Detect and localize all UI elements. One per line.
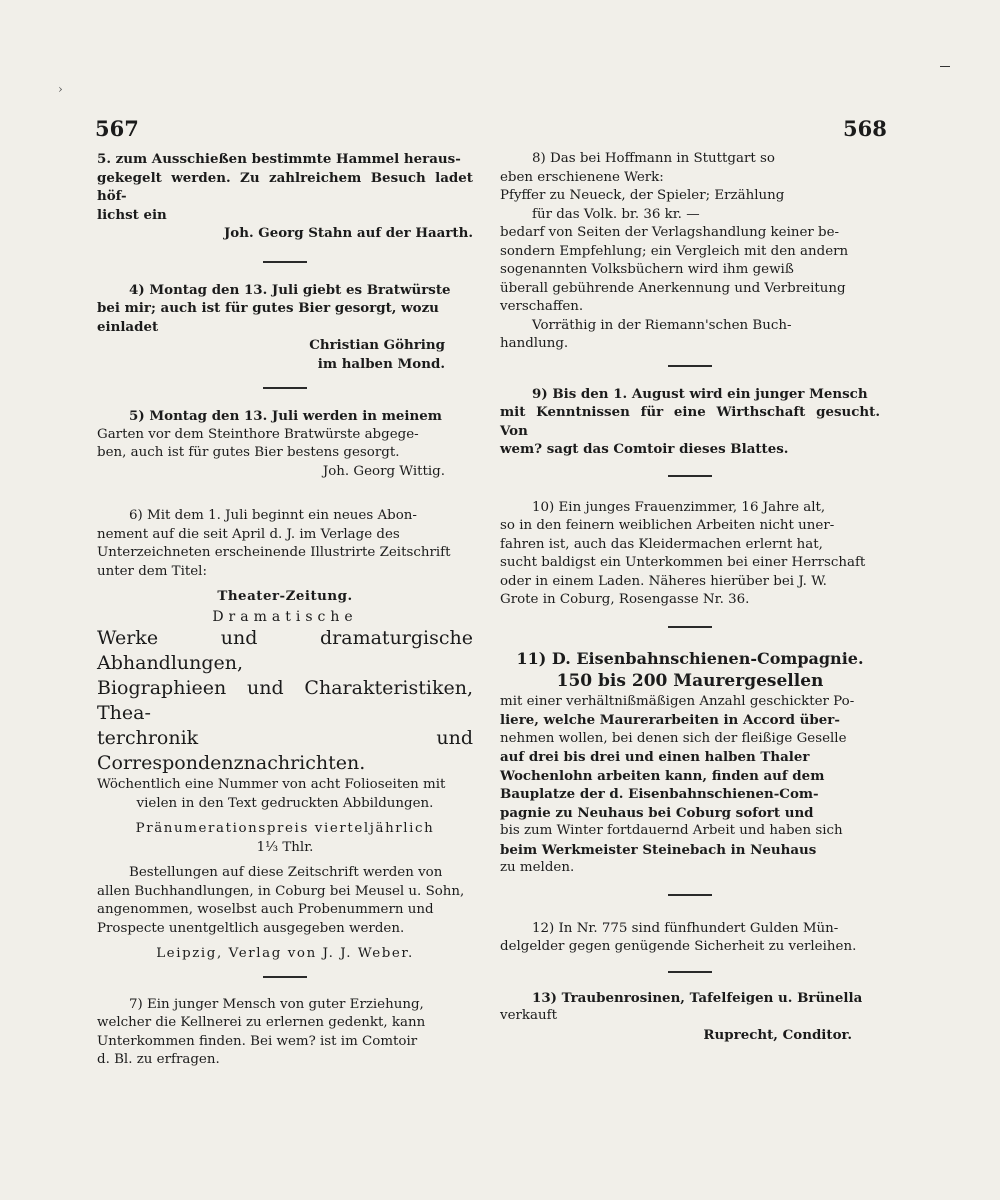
ad8-line: für das Volk. br. 36 kr. — — [532, 206, 700, 222]
ad9-line: wem? sagt das Comtoir dieses Blattes. — [500, 441, 789, 457]
ad5-line: 5) Montag den 13. Juli werden in meinem — [129, 408, 442, 424]
edge-mark — [940, 66, 950, 67]
ad6-price: Pränumerationspreis vierteljährlich — [135, 821, 435, 836]
ad6-price: 1⅓ Thlr. — [256, 839, 314, 855]
ad7-line: Unterkommen finden. Bei wem? ist im Comtoir — [97, 1033, 418, 1049]
ad4-signature: Christian Göhring — [309, 337, 445, 353]
ad11-line: mit einer verhältnißmäßigen Anzahl geschickter Po- — [500, 693, 855, 709]
spacer — [97, 938, 473, 945]
spacer — [97, 857, 473, 864]
left-column — [97, 150, 473, 1070]
ad6-line: nement auf die seit April d. J. im Verlage des — [97, 526, 400, 542]
ad6-order: allen Buchhandlungen, in Coburg bei Meusel u. Sohn, — [97, 883, 465, 899]
ad5-signature: Joh. Georg Wittig. — [322, 463, 445, 479]
ad6-order: Bestellungen auf diese Zeitschrift werden von — [129, 865, 443, 880]
ad5-cont-line: gekegelt werden. Zu zahlreichem Besuch ladet höf- — [97, 169, 473, 204]
ad11-line: pagnie zu Neuhaus bei Coburg sofort und — [500, 804, 814, 821]
ad10-line: oder in einem Laden. Näheres hierüber bei J. W. — [500, 573, 827, 589]
separator-rule — [668, 894, 712, 896]
ad10-line: so in den feinern weiblichen Arbeiten nicht uner- — [500, 518, 835, 533]
separator-rule — [263, 976, 307, 978]
ad11-line: beim Werkmeister Steinebach in Neuhaus — [500, 841, 817, 858]
ad13-line: verkauft — [500, 1008, 557, 1023]
ad5-line: ben, auch ist für gutes Bier bestens gesorgt. — [97, 445, 400, 460]
ad6-order: angenommen, woselbst auch Probenummern und — [97, 902, 434, 917]
ad8-line: sogenannten Volksbüchern wird ihm gewiß — [500, 262, 794, 277]
ad4-line: einladet — [97, 318, 159, 335]
ad8-line: 8) Das bei Hoffmann in Stuttgart so — [532, 151, 775, 166]
ad13-signature: Ruprecht, Conditor. — [703, 1026, 852, 1043]
ad4-signature: im halben Mond. — [317, 355, 445, 372]
ad6-title: Theater-Zeitung. — [217, 588, 353, 604]
ad6-subtitle: Dramatische — [212, 608, 358, 625]
ad11-line: bis zum Winter fortdauernd Arbeit und haben sich — [500, 823, 843, 838]
ad7-line: 7) Ein junger Mensch von guter Erziehung, — [129, 996, 424, 1012]
separator-rule — [668, 475, 712, 477]
spacer — [97, 481, 473, 507]
ad5-cont-line: 5. zum Ausschießen bestimmte Hammel heraus- — [97, 151, 461, 167]
ad5-cont-line: lichst ein — [97, 206, 167, 223]
ad11-line: zu melden. — [500, 860, 575, 875]
spacer — [97, 813, 473, 820]
ad11-line: liere, welche Maurerarbeiten in Accord über- — [500, 712, 840, 728]
ad8-line: verschaffen. — [500, 299, 584, 314]
separator-rule — [668, 626, 712, 628]
ad8-line: Vorräthig in der Riemann'schen Buch- — [532, 317, 792, 333]
right-column — [500, 150, 880, 1044]
ad6-line: 6) Mit dem 1. Juli beginnt ein neues Abon- — [129, 508, 417, 523]
ad9-line: mit Kenntnissen für eine Wirthschaft gesucht. Von — [500, 404, 880, 439]
ad11-line: auf drei bis drei und einen halben Thaler — [500, 749, 810, 765]
ad12-line: 12) In Nr. 775 sind fünfhundert Gulden Mün- — [532, 920, 839, 936]
ad6-line: unter dem Titel: — [97, 563, 207, 579]
ad8-line: sondern Empfehlung; ein Vergleich mit den andern — [500, 243, 849, 259]
ad10-line: sucht baldigst ein Unterkommen bei einer Herrschaft — [500, 555, 866, 570]
ad8-line: Pfyffer zu Neueck, der Spieler; Erzählung — [500, 188, 785, 203]
ad13-line: 13) Traubenrosinen, Tafelfeigen u. Brünella — [532, 989, 863, 1006]
ad5-cont-signature: Joh. Georg Stahn auf der Haarth. — [223, 225, 473, 241]
ad7-line: welcher die Kellnerei zu erlernen gedenkt, kann — [97, 1015, 426, 1030]
ad6-heading: terchronik und Correspondenznachrichten. — [97, 727, 473, 774]
ad8-line: überall gebührende Anerkennung und Verbreitung — [500, 280, 846, 296]
ad6-desc: vielen in den Text gedruckten Abbildungen. — [136, 795, 434, 811]
separator-rule — [263, 387, 307, 389]
ad6-line: Unterzeichneten erscheinende Illustrirte Zeitschrift — [97, 545, 451, 560]
separator-rule — [263, 261, 307, 263]
ad6-publisher: Leipzig, Verlag von J. J. Weber. — [156, 946, 414, 961]
ad6-heading: Biographieen und Charakteristiken, Thea- — [97, 677, 473, 724]
ad10-line: fahren ist, auch das Kleidermachen erlernt hat, — [500, 536, 823, 552]
separator-rule — [668, 365, 712, 367]
page-number-right: 568 — [843, 116, 887, 141]
ad6-desc: Wöchentlich eine Nummer von acht Folioseiten mit — [97, 777, 446, 792]
ad10-line: Grote in Coburg, Rosengasse Nr. 36. — [500, 592, 750, 607]
ad11-line: Bauplatze der d. Eisenbahnschienen-Com- — [500, 786, 819, 802]
ad4-line: 4) Montag den 13. Juli giebt es Bratwürste — [129, 281, 451, 298]
ad4-line: bei mir; auch ist für gutes Bier gesorgt, wozu — [97, 300, 439, 316]
ad8-line: handlung. — [500, 336, 569, 351]
ad8-line: eben erschienene Werk: — [500, 169, 664, 185]
separator-rule — [668, 971, 712, 973]
ad12-line: delgelder gegen genügende Sicherheit zu verleihen. — [500, 939, 857, 954]
ad11-line: nehmen wollen, bei denen sich der fleißige Geselle — [500, 730, 847, 746]
page-number-left: 567 — [95, 116, 139, 141]
ad9-line: 9) Bis den 1. August wird ein junger Mensch — [532, 385, 868, 402]
page-corner-mark: › — [58, 82, 63, 96]
ad6-heading: Werke und dramaturgische Abhandlungen, — [97, 627, 473, 674]
ad10-line: 10) Ein junges Frauenzimmer, 16 Jahre alt, — [532, 499, 826, 515]
ad6-order: Prospecte unentgeltlich ausgegeben werden. — [97, 920, 405, 936]
ad11-headline: 150 bis 200 Maurergesellen — [556, 670, 824, 691]
ad11-line: Wochenlohn arbeiten kann, finden auf dem — [500, 767, 825, 784]
ad7-line: d. Bl. zu erfragen. — [97, 1052, 220, 1067]
ad8-line: bedarf von Seiten der Verlagshandlung keiner be- — [500, 225, 840, 240]
ad11-title: 11) D. Eisenbahnschienen-Compagnie. — [516, 648, 864, 668]
ad5-line: Garten vor dem Steinthore Bratwürste abgege- — [97, 426, 419, 442]
